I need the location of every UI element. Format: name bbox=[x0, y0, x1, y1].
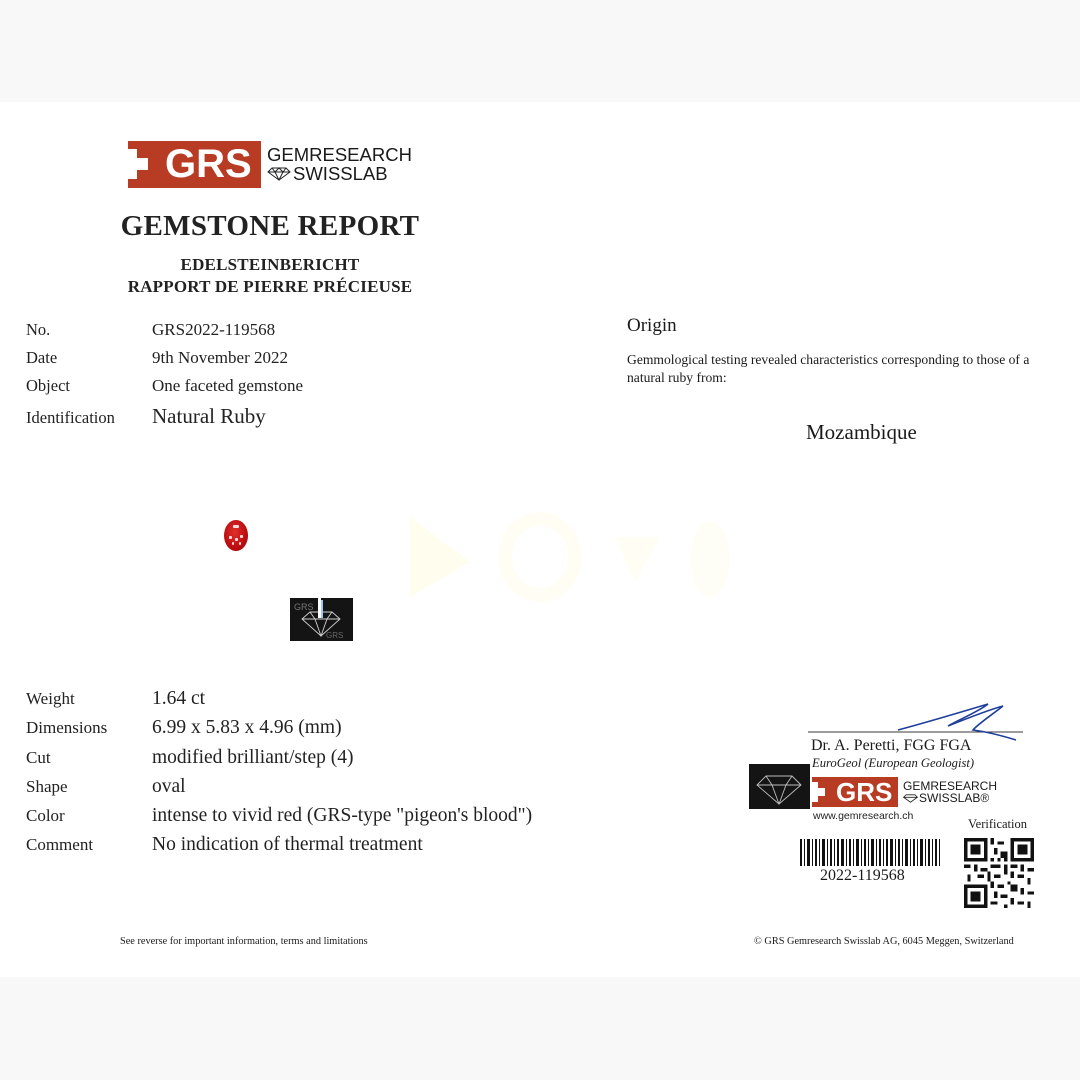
report-subtitle-fr: RAPPORT DE PIERRE PRÉCIEUSE bbox=[127, 277, 413, 296]
svg-text:GRS: GRS bbox=[326, 631, 344, 640]
gemstone-report-sheet bbox=[0, 102, 1080, 977]
comment-value: No indication of thermal treatment bbox=[152, 834, 423, 855]
logo-line-1: GEMRESEARCH bbox=[267, 143, 412, 165]
logo-letters: GRS bbox=[165, 142, 252, 186]
footer-disclaimer: See reverse for important information, terms and limitations bbox=[120, 936, 368, 947]
field-label: Object bbox=[26, 376, 70, 395]
grs-logo-box bbox=[128, 141, 261, 188]
report-subtitle-de: EDELSTEINBERICHT bbox=[180, 255, 360, 274]
signatory-name: Dr. A. Peretti, FGG FGA bbox=[811, 737, 972, 754]
field-identification bbox=[26, 404, 266, 429]
origin-title: Origin bbox=[627, 315, 677, 336]
diamond-icon bbox=[903, 794, 918, 803]
field-dimensions bbox=[26, 717, 342, 739]
field-object bbox=[26, 376, 303, 396]
barcode bbox=[800, 839, 940, 866]
field-comment bbox=[26, 834, 423, 856]
field-number bbox=[26, 320, 275, 340]
swiss-cross-icon-vertical bbox=[812, 782, 818, 802]
cut-value: modified brilliant/step (4) bbox=[152, 747, 354, 768]
report-date: 9th November 2022 bbox=[152, 348, 288, 367]
weight-value: 1.64 ct bbox=[152, 688, 206, 709]
field-date bbox=[26, 348, 288, 368]
watermark-logo bbox=[400, 507, 740, 602]
ruby-photo bbox=[224, 520, 248, 551]
field-label: Shape bbox=[26, 777, 68, 796]
hologram-seal bbox=[290, 598, 353, 641]
report-title: GEMSTONE REPORT bbox=[120, 210, 420, 242]
field-label: Weight bbox=[26, 689, 75, 708]
field-shape bbox=[26, 776, 186, 798]
field-label: No. bbox=[26, 320, 51, 339]
logo-wordmark bbox=[903, 780, 997, 804]
field-cut bbox=[26, 747, 353, 769]
field-label: Cut bbox=[26, 748, 51, 767]
verification-label: Verification bbox=[968, 817, 1028, 831]
logo-letters: GRS bbox=[836, 777, 893, 807]
hologram-diamond-icon bbox=[749, 764, 810, 809]
barcode-number: 2022-119568 bbox=[820, 867, 905, 884]
logo-wordmark bbox=[267, 143, 412, 184]
verification-qr-code[interactable] bbox=[964, 838, 1034, 908]
svg-text:GRS: GRS bbox=[294, 602, 314, 612]
diamond-icon bbox=[267, 167, 291, 181]
identification-value: Natural Ruby bbox=[152, 404, 266, 428]
logo-line-2: SWISSLAB bbox=[293, 163, 388, 184]
logo-line-1: GEMRESEARCH bbox=[903, 779, 998, 793]
hologram-seal-small bbox=[749, 764, 810, 809]
field-label: Color bbox=[26, 806, 65, 825]
report-number: GRS2022-119568 bbox=[152, 320, 276, 339]
website-link[interactable]: www.gemresearch.ch bbox=[813, 810, 914, 822]
field-label: Date bbox=[26, 348, 58, 367]
logo-line-2: SWISSLAB® bbox=[919, 791, 990, 805]
field-label: Comment bbox=[26, 835, 94, 854]
shape-value: oval bbox=[152, 776, 186, 797]
field-label: Dimensions bbox=[26, 718, 108, 737]
hologram-diamond-icon bbox=[290, 598, 353, 641]
signatory-title: EuroGeol (European Geologist) bbox=[812, 756, 975, 770]
origin-country: Mozambique bbox=[806, 420, 917, 444]
origin-text: Gemmological testing revealed characteristics corresponding to those of a natural ruby from: bbox=[627, 352, 1030, 385]
grs-logo bbox=[128, 141, 412, 188]
footer-copyright: © GRS Gemresearch Swisslab AG, 6045 Meggen, Switzerland bbox=[754, 936, 1014, 947]
swiss-cross-icon-vertical bbox=[128, 149, 137, 179]
grs-logo-box bbox=[812, 777, 898, 807]
grs-logo-small bbox=[812, 777, 997, 807]
dimensions-value: 6.99 x 5.83 x 4.96 (mm) bbox=[152, 717, 342, 738]
signature-scribble bbox=[808, 700, 1028, 742]
object-value: One faceted gemstone bbox=[152, 376, 304, 395]
color-value: intense to vivid red (GRS-type "pigeon's blood") bbox=[152, 805, 533, 826]
field-label: Identification bbox=[26, 408, 115, 427]
field-color bbox=[26, 805, 532, 827]
field-weight bbox=[26, 688, 205, 710]
